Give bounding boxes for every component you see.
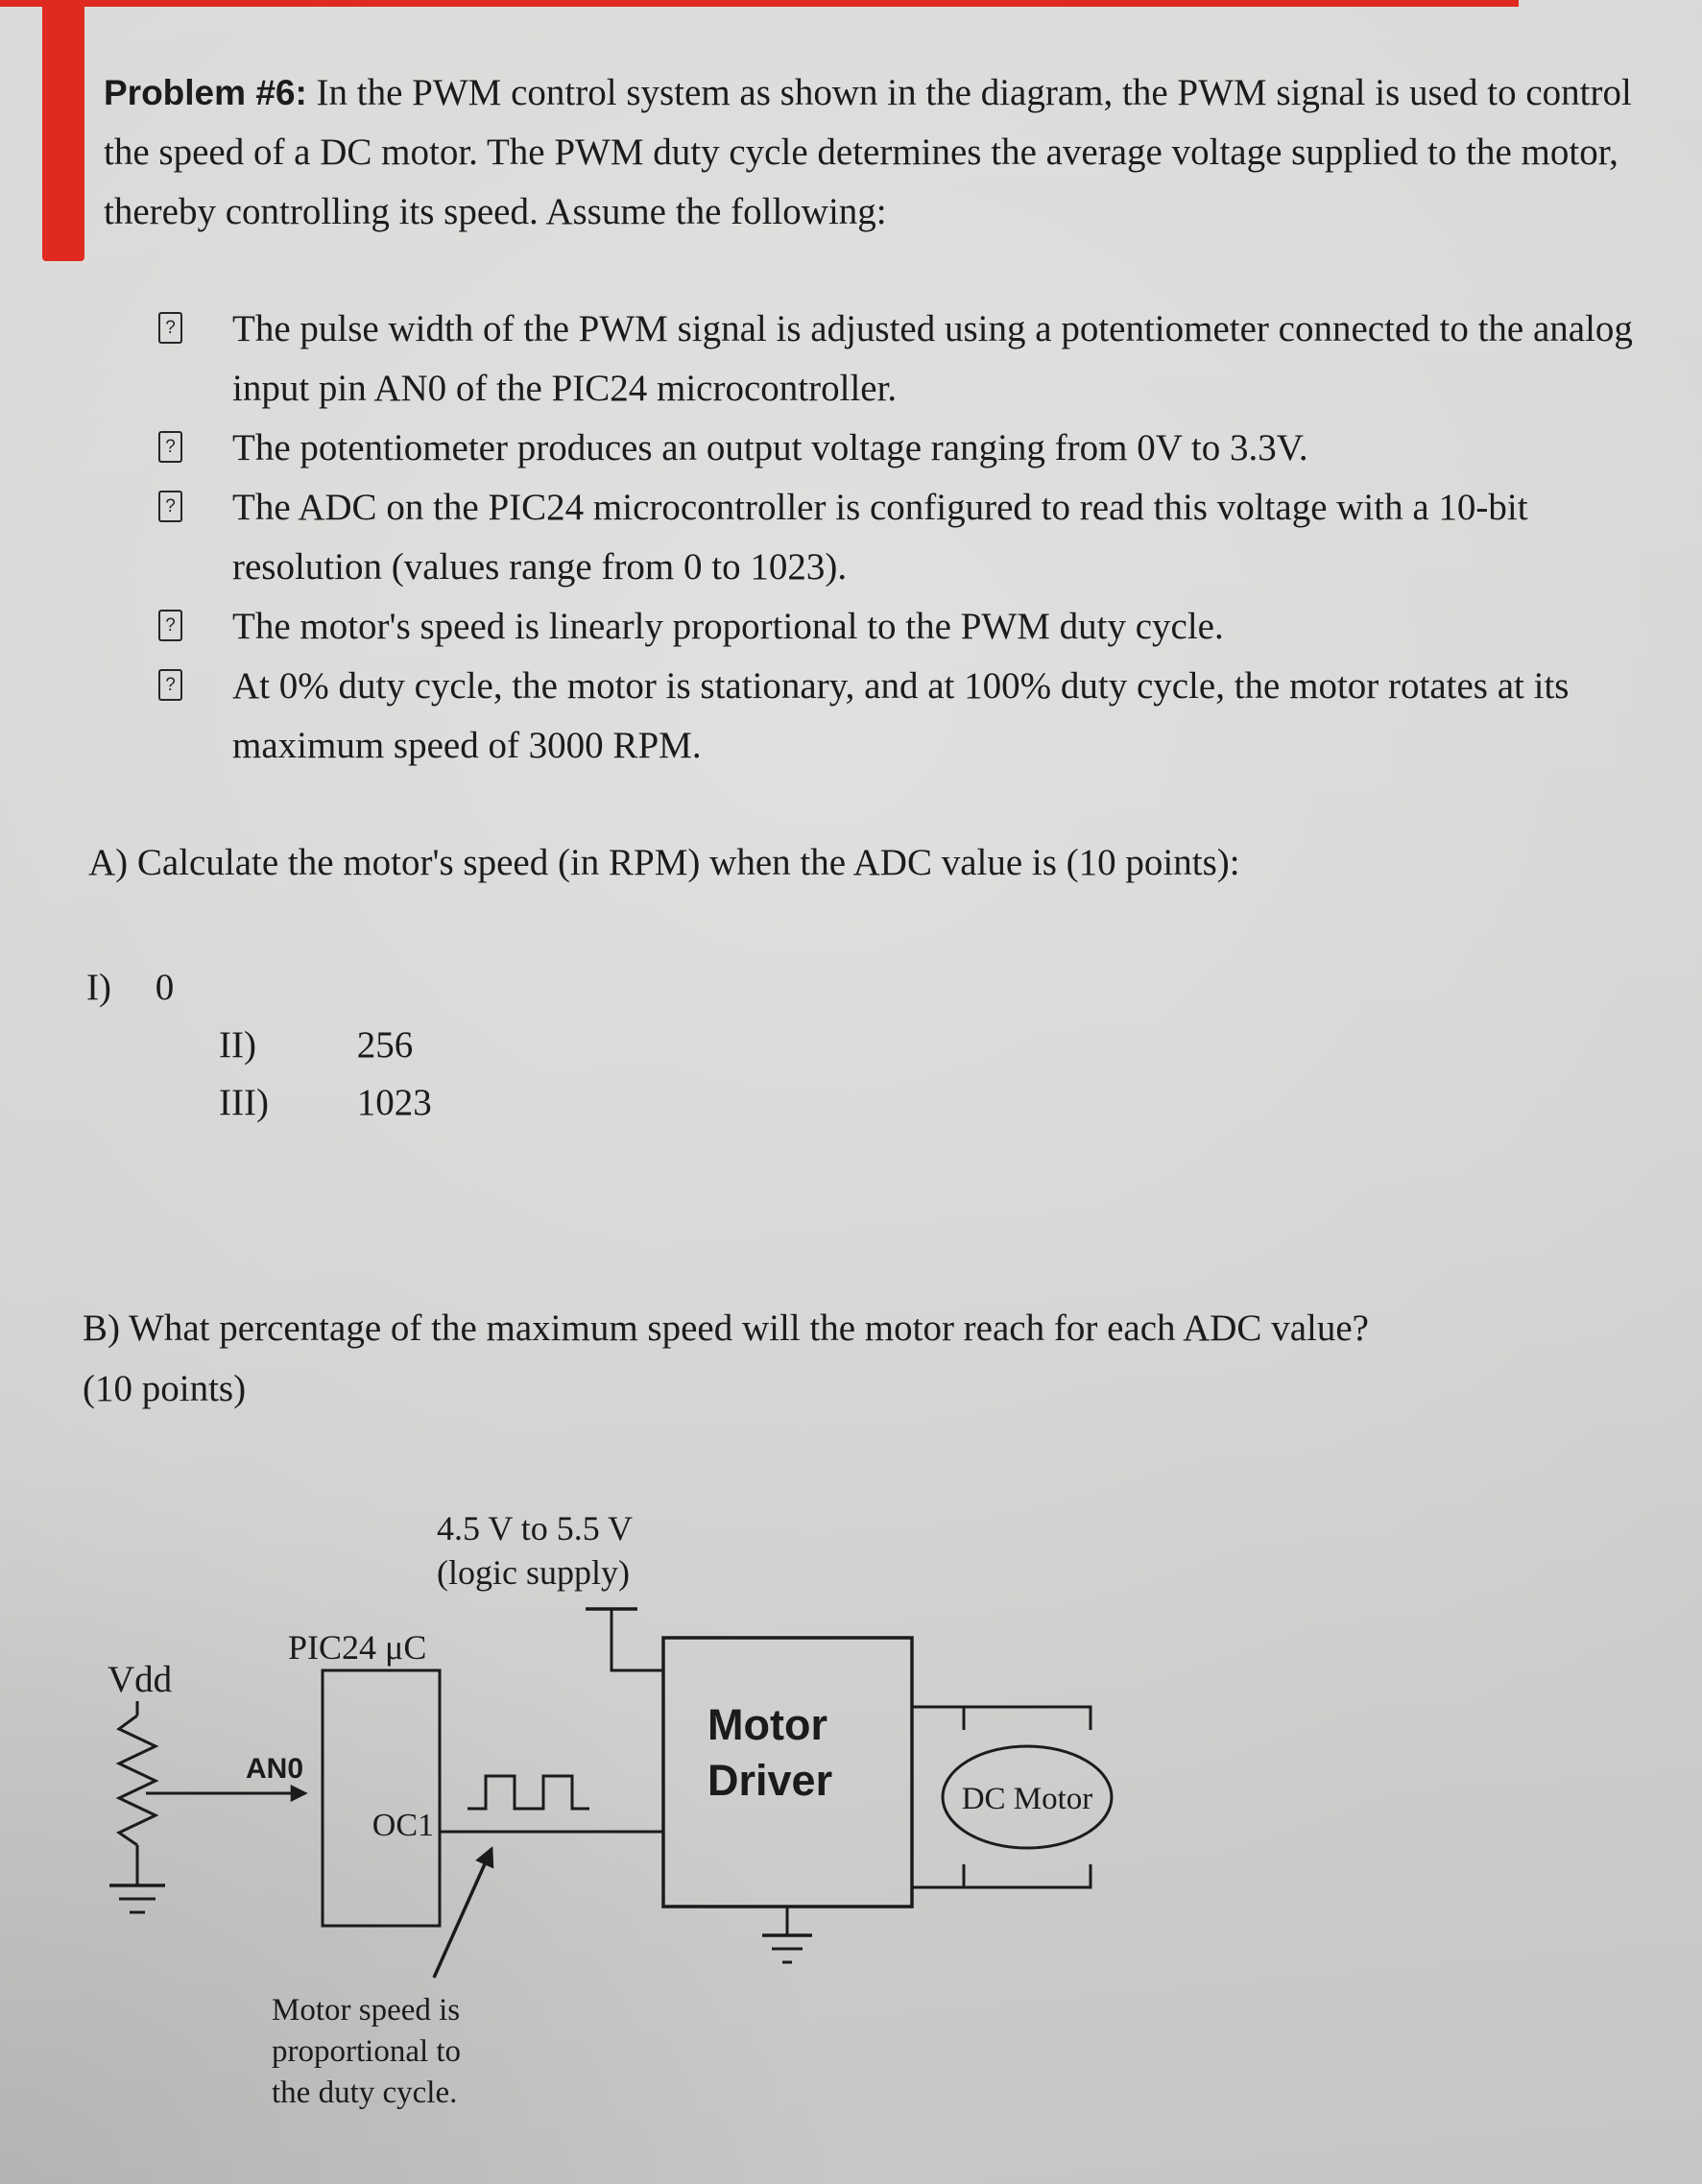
list-item bbox=[158, 419, 1637, 478]
assumption-list bbox=[158, 300, 1637, 776]
pwm-waveform-icon bbox=[467, 1776, 589, 1809]
red-edge-line bbox=[0, 0, 1519, 7]
missing-glyph-bullet-icon: ? bbox=[158, 610, 182, 641]
motor-bottom-terminal-bracket bbox=[964, 1864, 1091, 1887]
missing-glyph-bullet-icon: ? bbox=[158, 431, 182, 463]
option-value: 0 bbox=[155, 967, 175, 1008]
problem-statement bbox=[104, 63, 1636, 242]
answer-option-row bbox=[219, 1073, 432, 1133]
option-label: I) bbox=[86, 967, 111, 1008]
list-item bbox=[158, 597, 1637, 657]
motor-top-terminal-bracket bbox=[964, 1707, 1091, 1730]
option-value: 256 bbox=[356, 1024, 414, 1066]
dc-motor-label: DC Motor bbox=[961, 1782, 1093, 1816]
supply-wire bbox=[611, 1609, 663, 1670]
bullet-text: The ADC on the PIC24 microcontroller is configured to read this voltage with a 10-bit resolution (values range from 0 to 1023). bbox=[232, 487, 1528, 588]
missing-glyph-bullet-icon: ? bbox=[158, 491, 182, 522]
part-b-line1: B) What percentage of the maximum speed will the motor reach for each ADC value? bbox=[83, 1308, 1369, 1349]
motor-driver-label-line2: Driver bbox=[707, 1756, 833, 1805]
motor-driver-label-line1: Motor bbox=[707, 1700, 827, 1749]
note-arrow bbox=[434, 1849, 491, 1978]
list-item bbox=[158, 478, 1637, 597]
mcu-label: PIC24 μC bbox=[288, 1628, 427, 1667]
note-line3: the duty cycle. bbox=[272, 2076, 458, 2110]
an0-pin-label: AN0 bbox=[246, 1753, 304, 1785]
part-b-line2: (10 points) bbox=[83, 1368, 247, 1409]
pwm-system-diagram bbox=[0, 1440, 1702, 2184]
red-corner-stripe bbox=[42, 0, 84, 261]
list-item bbox=[158, 657, 1637, 776]
list-item bbox=[158, 300, 1637, 419]
answer-option-row bbox=[219, 1016, 413, 1075]
note-line1: Motor speed is bbox=[272, 1993, 461, 2028]
bullet-text: The potentiometer produces an output voltage ranging from 0V to 3.3V. bbox=[232, 427, 1308, 468]
answer-option-row bbox=[86, 958, 174, 1018]
vdd-label: Vdd bbox=[108, 1659, 173, 1700]
option-label: II) bbox=[219, 1024, 256, 1066]
problem-number-label: Problem #6: bbox=[104, 73, 307, 112]
note-line2: proportional to bbox=[272, 2034, 462, 2069]
missing-glyph-bullet-icon: ? bbox=[158, 312, 182, 344]
oc1-pin-label: OC1 bbox=[372, 1808, 434, 1843]
option-label: III) bbox=[219, 1082, 269, 1123]
option-value: 1023 bbox=[356, 1082, 432, 1123]
part-a-question: A) Calculate the motor's speed (in RPM) when the ADC value is (10 points): bbox=[88, 842, 1240, 883]
bullet-text: The pulse width of the PWM signal is adjusted using a potentiometer connected to the analog input pin AN0 of the PIC24 microcontroller. bbox=[232, 308, 1633, 409]
part-b-question bbox=[83, 1298, 1676, 1419]
bullet-text: At 0% duty cycle, the motor is stationary, and at 100% duty cycle, the motor rotates at its maximum speed of 3000 RPM. bbox=[232, 665, 1570, 766]
bullet-text: The motor's speed is linearly proportional to the PWM duty cycle. bbox=[232, 606, 1224, 647]
missing-glyph-bullet-icon: ? bbox=[158, 669, 182, 701]
potentiometer-resistor-symbol bbox=[119, 1716, 156, 1845]
pic24-box bbox=[323, 1670, 440, 1926]
problem-intro-text: In the PWM control system as shown in the diagram, the PWM signal is used to control the speed of a DC motor. The PWM duty cycle determines the average voltage supplied to the motor, thereby controlling its speed. Assume the following: bbox=[104, 72, 1632, 232]
logic-supply-voltage-label: 4.5 V to 5.5 V bbox=[437, 1509, 634, 1548]
logic-supply-caption: (logic supply) bbox=[437, 1553, 630, 1592]
